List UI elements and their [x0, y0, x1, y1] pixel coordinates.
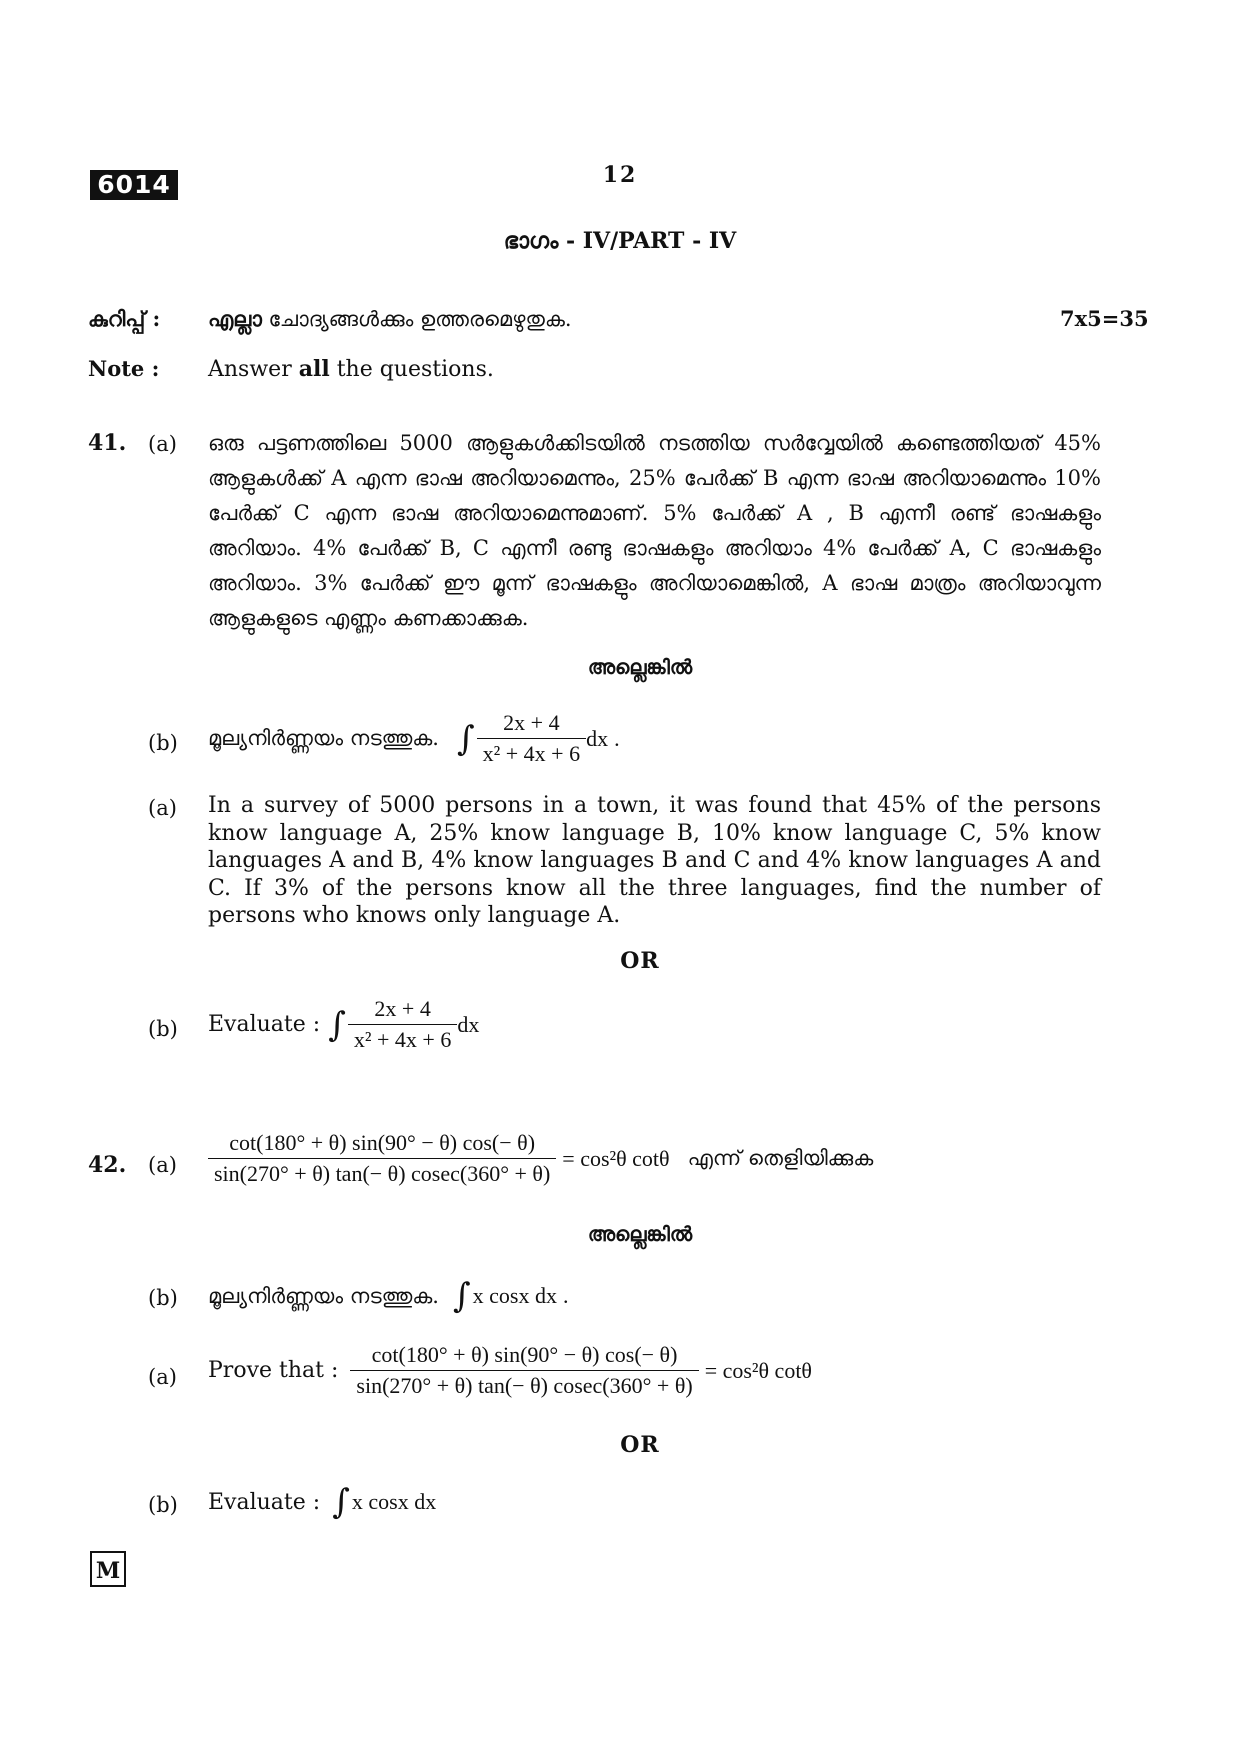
fraction-numerator: 2x + 4	[503, 710, 560, 735]
q41-en-a-text: In a survey of 5000 persons in a town, it was found that 45% of the persons know language A, 25% know language B, 10% know language C, 5% know languages A and B, 4% know languages B and C and 4% know languages A and C. If 3% of the persons know all the three languages, find the number of persons who knows only language A.	[208, 793, 1101, 928]
ml-note-label: കുറിപ്പ് :	[88, 306, 161, 331]
q41-ml-b-fraction	[477, 710, 586, 767]
q41-en-or: OR	[620, 948, 660, 974]
q42-ml-a-line	[208, 1130, 873, 1187]
question-41-number: 41.	[88, 430, 127, 456]
q42-en-integral-expr: x cosx dx	[351, 1489, 437, 1514]
q41-ml-a-label: (a)	[148, 432, 177, 456]
q42-en-or: OR	[620, 1432, 660, 1458]
q42-en-b-label: (b)	[148, 1493, 178, 1517]
fraction-denominator: sin(270° + θ) tan(− θ) cosec(360° + θ)	[350, 1370, 698, 1399]
en-note-pre: Answer	[208, 357, 292, 382]
dx-term: dx	[457, 1011, 480, 1037]
q41-en-b-line	[208, 996, 479, 1053]
q42-integral-expr: x cosx dx	[472, 1283, 557, 1308]
q41-ml-or: അല്ലെങ്കിൽ	[587, 655, 693, 679]
q42-ml-or: അല്ലെങ്കിൽ	[587, 1222, 693, 1246]
en-note-post: the questions.	[336, 357, 494, 382]
q42-en-a-text: Prove that :	[208, 1358, 339, 1383]
q41-en-b-fraction	[348, 996, 457, 1053]
ml-note-rest: ചോദ്യങ്ങൾക്കും ഉത്തരമെഴുതുക.	[268, 307, 572, 331]
integral-sign: ∫	[328, 1004, 346, 1045]
q42-en-a-label: (a)	[148, 1365, 177, 1389]
q42-en-a-line	[208, 1342, 812, 1399]
q41-ml-b-label: (b)	[148, 731, 178, 755]
question-42-number: 42.	[88, 1152, 127, 1178]
marks-total: 7x5=35	[1060, 306, 1149, 331]
q42-ml-b-label: (b)	[148, 1286, 178, 1310]
q41-ml-b-line	[208, 710, 620, 767]
fraction-denominator: sin(270° + θ) tan(− θ) cosec(360° + θ)	[208, 1158, 556, 1187]
q41-en-a-label: (a)	[148, 796, 177, 820]
q42-ml-b-text: മൂല്യനിർണ്ണയം നടത്തുക.	[208, 1283, 439, 1308]
integral-sign: ∫	[332, 1482, 350, 1522]
paper-code: 6014	[90, 170, 178, 200]
q42-ml-a-fraction	[208, 1130, 556, 1187]
q42-ml-a-label: (a)	[148, 1153, 177, 1177]
integral-sign: ∫	[456, 718, 475, 759]
q42-en-a-fraction	[350, 1342, 698, 1399]
q41-en-b-label: (b)	[148, 1017, 178, 1041]
ml-note-bold: എല്ലാ	[208, 306, 262, 331]
q42-en-b-line	[208, 1482, 436, 1522]
fraction-denominator: x² + 4x + 6	[348, 1024, 457, 1053]
dx-term: dx	[586, 725, 609, 751]
fraction-numerator: cot(180° + θ) sin(90° − θ) cos(− θ)	[371, 1342, 678, 1367]
q41-ml-a-text: ഒരു പട്ടണത്തിലെ 5000 ആളുകൾക്കിടയിൽ നടത്തിയ സർവ്വേയിൽ കണ്ടെത്തിയത് 45% ആളുകൾക്ക് A എന്ന ഭാഷ അറിയാമെന്നും, 25% പേർക്ക് B എന്ന ഭാഷ അറിയാമെന്നും 10% പേർക്ക് C എന്ന ഭാഷ അറിയാമെന്നുമാണ്. 5% പേർക്ക് A , B എന്നീ രണ്ട് ഭാഷകളും അറിയാം. 4% പേർക്ക് B, C എന്നീ രണ്ടു ഭാഷകളും അറിയാം 4% പേർക്ക് A, C ഭാഷകളും അറിയാം. 3% പേർക്ക് ഈ മൂന്ന് ഭാഷകളും അറിയാമെങ്കിൽ, A ഭാഷ മാത്രം അറിയാവുന്ന ആളുകളുടെ എണ്ണം കണക്കാക്കുക.	[208, 431, 1101, 630]
fraction-numerator: 2x + 4	[374, 996, 431, 1021]
q42-en-rhs: = cos²θ cotθ	[704, 1357, 812, 1383]
q41-en-b-text: Evaluate :	[208, 1012, 321, 1037]
q42-en-b-text: Evaluate :	[208, 1489, 321, 1515]
fraction-numerator: cot(180° + θ) sin(90° − θ) cos(− θ)	[229, 1130, 536, 1155]
q41-ml-b-text: മൂല്യനിർണ്ണയം നടത്തുക.	[208, 726, 439, 750]
medium-mark-box: M	[90, 1551, 126, 1587]
en-note-bold: all	[298, 356, 330, 382]
q41-ml-b-end: .	[614, 725, 620, 751]
part-heading: ഭാഗം - IV/PART - IV	[503, 228, 737, 254]
fraction-denominator: x² + 4x + 6	[477, 738, 586, 767]
en-note-label: Note :	[88, 356, 160, 381]
integral-sign: ∫	[452, 1276, 471, 1316]
q42-rhs: = cos²θ cotθ	[562, 1145, 670, 1171]
q42-ml-b-end: .	[563, 1283, 569, 1308]
en-note-text	[208, 356, 494, 382]
q42-ml-b-line	[208, 1276, 569, 1316]
q42-ml-a-suffix: എന്ന് തെളിയിക്കുക	[687, 1146, 874, 1170]
page-number: 12	[602, 162, 638, 188]
ml-note-text	[208, 306, 572, 332]
